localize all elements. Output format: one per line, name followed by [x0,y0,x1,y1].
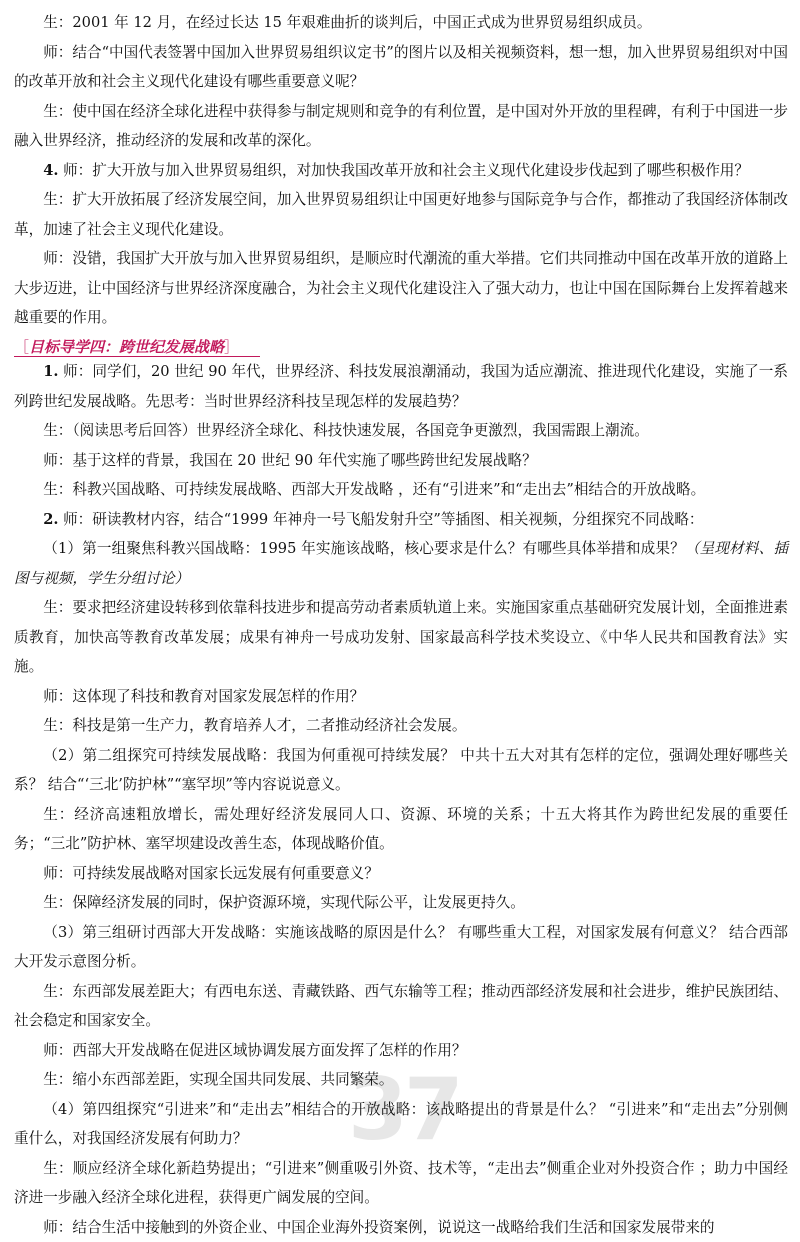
document-page [14,8,788,1242]
paragraph: （3）第三组研讨西部大开发战略：实施该战略的原因是什么？ 有哪些重大工程，对国家发展有何意义？ 结合西部大开发示意图分析。 [14,918,788,977]
section-open-bracket: ［ [14,338,29,356]
paragraph: 师：结合“中国代表签署中国加入世界贸易组织议定书”的图片以及相关视频资料，想一想，加入世界贸易组织对中国的改革开放和社会主义现代化建设有哪些重要意义呢？ [14,38,788,97]
paragraph: 生：顺应经济全球化新趋势提出；“引进来”侧重吸引外资、技术等，“走出去”侧重企业对外投资合作 ；助力中国经济进一步融入经济全球化进程，获得更广阔发展的空间。 [14,1154,788,1213]
paragraph: 生：扩大开放拓展了经济发展空间，加入世界贸易组织让中国更好地参与国际竞争与合作，都推动了我国经济体制改革，加速了社会主义现代化建设。 [14,185,788,244]
paragraph: 生：缩小东西部差距，实现全国共同发展、共同繁荣。 [14,1065,788,1095]
paragraph: 师：西部大开发战略在促进区域协调发展方面发挥了怎样的作用？ [14,1036,788,1066]
paragraph: 生：科技是第一生产力，教育培养人才，二者推动经济社会发展。 [14,711,788,741]
paragraph: 师：没错，我国扩大开放与加入世界贸易组织，是顺应时代潮流的重大举措。它们共同推动中国在改革开放的道路上大步迈进，让中国经济与世界经济深度融合，为社会主义现代化建设注入了强大动力，也让中国在国际舞台上发挥着越来越重要的作用。 [14,244,788,333]
paragraph: （2）第二组探究可持续发展战略：我国为何重视可持续发展？ 中共十五大对其有怎样的定位，强调处理好哪些关系？ 结合“‘三北’防护林”“塞罕坝”等内容说说意义。 [14,741,788,800]
paragraph: 4. 师：扩大开放与加入世界贸易组织，对加快我国改革开放和社会主义现代化建设步伐起到了哪些积极作用？ [14,156,788,186]
page-number-watermark: 37 [348,1060,460,1160]
paragraph: 师：这体现了科技和教育对国家发展怎样的作用？ [14,682,788,712]
paragraph: 生：东西部发展差距大；有西电东送、青藏铁路、西气东输等工程；推动西部经济发展和社会进步，维护民族团结、社会稳定和国家安全。 [14,977,788,1036]
paragraph: （1）第一组聚焦科教兴国战略：1995 年实施该战略，核心要求是什么？有哪些具体举措和成果？（呈现材料、插图与视频，学生分组讨论） [14,534,788,593]
paragraph: 生：（阅读思考后回答）世界经济全球化、科技快速发展，各国竞争更激烈，我国需跟上潮流。 [14,416,788,446]
paragraph: 生：经济高速粗放增长，需处理好经济发展同人口、资源、环境的关系；十五大将其作为跨世纪发展的重要任务；“三北”防护林、塞罕坝建设改善生态，体现战略价值。 [14,800,788,859]
paragraph: 生：保障经济发展的同时，保护资源环境，实现代际公平，让发展更持久。 [14,888,788,918]
paragraph: 师：可持续发展战略对国家长远发展有何重要意义？ [14,859,788,889]
section-heading [14,333,788,358]
section-close-bracket: ］ [224,338,239,356]
paragraphs-top [14,8,788,333]
paragraph: 生：科教兴国战略、可持续发展战略、西部大开发战略 ，还有“引进来”和“走出去”相结合的开放战略。 [14,475,788,505]
paragraph: 生：使中国在经济全球化进程中获得参与制定规则和竞争的有利位置，是中国对外开放的里程碑，有利于中国进一步融入世界经济，推动经济的发展和改革的深化。 [14,97,788,156]
paragraph: 2. 师：研读教材内容，结合“1999 年神舟一号飞船发射升空”等插图、相关视频，分组探究不同战略： [14,505,788,535]
italic-note: （呈现材料、插图与视频，学生分组讨论） [14,540,788,587]
paragraphs-bottom [14,357,788,1242]
paragraph: 师：基于这样的背景，我国在 20 世纪 90 年代实施了哪些跨世纪发展战略？ [14,446,788,476]
section-title: 目标导学四：跨世纪发展战略 [29,338,224,356]
paragraph: 生：要求把经济建设转移到依靠科技进步和提高劳动者素质轨道上来。实施国家重点基础研究发展计划，全面推进素质教育，加快高等教育改革发展；成果有神舟一号成功发射、国家最高科学技术奖设立、《中华人民共和国教育法》实施。 [14,593,788,682]
paragraph: 师：结合生活中接触到的外资企业、中国企业海外投资案例，说说这一战略给我们生活和国家发展带来的 [14,1213,788,1242]
paragraph: 1. 师：同学们，20 世纪 90 年代，世界经济、科技发展浪潮涌动，我国为适应潮流、推进现代化建设，实施了一系列跨世纪发展战略。先思考：当时世界经济科技呈现怎样的发展趋势？ [14,357,788,416]
paragraph: 生：2001 年 12 月，在经过长达 15 年艰难曲折的谈判后，中国正式成为世界贸易组织成员。 [14,8,788,38]
paragraph: （4）第四组探究“引进来”和“走出去”相结合的开放战略：该战略提出的背景是什么？ “引进来”和“走出去”分别侧重什么，对我国经济发展有何助力？ [14,1095,788,1154]
